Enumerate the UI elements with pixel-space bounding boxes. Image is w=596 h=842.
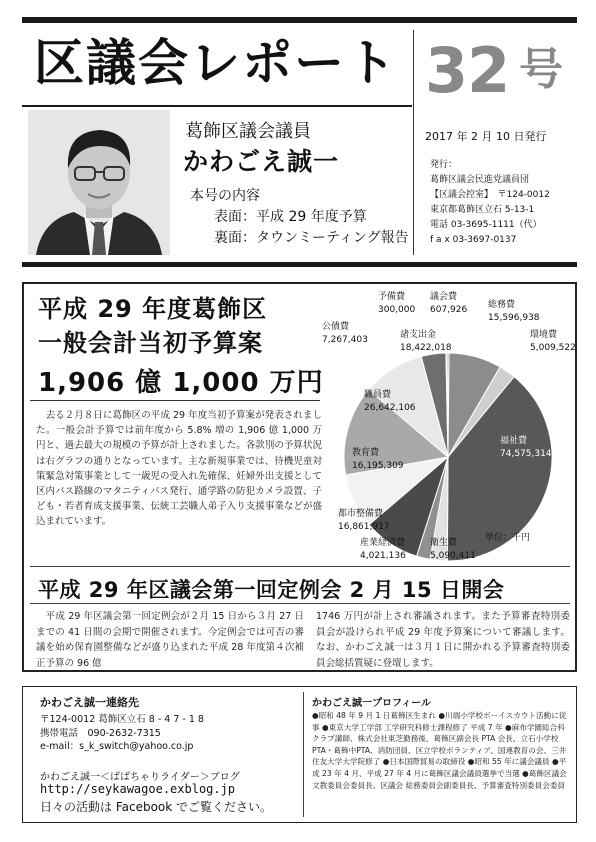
budget-title-line1: 平成 29 年度葛飾区 bbox=[38, 295, 268, 323]
pie-label-11: 公債費 bbox=[322, 322, 350, 332]
budget-title-rule bbox=[30, 400, 320, 401]
pie-value-11: 7,267,403 bbox=[322, 335, 368, 345]
pie-value-1: 607,926 bbox=[430, 305, 468, 315]
top-rule bbox=[22, 17, 577, 23]
facebook-note: 日々の活動は Facebook でご覧ください。 bbox=[40, 800, 273, 814]
pie-label-3: 環境費 bbox=[530, 330, 558, 340]
contact-lines bbox=[40, 713, 204, 754]
pie-label-9: 職員費 bbox=[364, 390, 392, 400]
session-body-col1: 平成 29 年区議会第一回定例会が２月 15 日から３月 27 日までの 41 日間の会期で開催されます。今定例会では可否の審議を始め保育園整備などが盛り込まれた平成 28 年度第４次補正予算の 96 億 bbox=[36, 611, 304, 669]
session-title: 平成 29 年区議会第一回定例会 2 月 15 日開会 bbox=[38, 578, 505, 602]
header-divider bbox=[413, 30, 414, 255]
budget-title-line3: 1,906 億 1,000 万円 bbox=[38, 368, 324, 398]
pie-label-12: 予備費 bbox=[378, 292, 406, 302]
session-bottom-rule bbox=[30, 603, 570, 604]
pie-label-7: 都市整備費 bbox=[338, 509, 384, 519]
pie-value-5: 5,090,411 bbox=[430, 551, 476, 561]
member-name: かわごえ誠一 bbox=[183, 147, 340, 176]
contact-mobile: 携帯電話 090-2632-7315 bbox=[40, 727, 161, 739]
portrait-photo bbox=[28, 110, 170, 255]
chart-unit-note: 単位：千円 bbox=[485, 533, 531, 543]
issue-suffix: 号 bbox=[519, 44, 563, 95]
pie-value-12: 300,000 bbox=[378, 305, 416, 315]
contents-label: 本号の内容 bbox=[190, 188, 260, 204]
pie-value-7: 16,861,917 bbox=[338, 522, 390, 532]
session-top-rule bbox=[30, 566, 570, 567]
profile-title: かわごえ誠一プロフィール bbox=[312, 698, 431, 709]
publisher-label: 発行： bbox=[430, 160, 458, 170]
pie-label-2: 総務費 bbox=[488, 300, 516, 310]
pie-value-9: 26,642,106 bbox=[364, 403, 416, 413]
pie-label-5: 衛生費 bbox=[430, 538, 458, 548]
pie-label-4: 福祉費 bbox=[500, 436, 528, 446]
blog-url-link[interactable]: http://seykawagoe.exblog.jp bbox=[40, 782, 236, 796]
contents-back: 裏面：タウンミーティング報告 bbox=[214, 230, 409, 246]
budget-pie-chart bbox=[318, 285, 576, 565]
pie-value-2: 15,596,938 bbox=[488, 313, 540, 323]
blog-label: かわごえ誠一＜ばばちゃりライダー＞ブログ bbox=[40, 772, 240, 783]
pie-label-8: 教育費 bbox=[352, 448, 380, 458]
contact-title: かわごえ誠一連絡先 bbox=[40, 696, 139, 709]
session-body-col2: 1746 万円が計上され審議されます。また予算審査特別委員会が設けられ平成 29 年度予算案について審議します。なお、かわごえ誠一は３月１日に開かれる予算審査特別委員会総括質疑に登壇します。 bbox=[316, 611, 570, 669]
member-role: 葛飾区議会議員 bbox=[185, 121, 311, 142]
portrait-icon bbox=[28, 110, 170, 255]
pie-value-3: 5,009,522 bbox=[530, 343, 576, 353]
section-rule bbox=[22, 262, 577, 267]
budget-title-line2: 一般会計当初予算案 bbox=[38, 329, 263, 357]
pie-value-10: 18,422,018 bbox=[400, 343, 452, 353]
publisher-address: 東京都葛飾区立石 5-13-1 bbox=[430, 205, 535, 215]
profile-body: ●昭和 48 年 9 月 1 日葛飾区生まれ ●川端小学校ボーイスカウト活動に従事 ●東京大学工学部 工学研究科修士課程修了 平成 7 年 ●麻布学園総合科クラブ講師、株式会社東芝勤務後、葛飾区副会長 PTA 会長、立石小学校PTA・葛飾中PTA、消防団員、区立学校ボランティア、国連教育の会、三井住友大学大学院修了 ●日本国際貿易の取締役 ●昭和 55 年に議会議員 ●平成 23 年 4 月、平成 27 年 4 月に葛飾区議会議員選挙で当選 ●葛飾区議会 文教委員会委員長、区議会 総務委員会副委員長、予算審査特別委員会委員 bbox=[312, 711, 567, 790]
pie-value-8: 16,195,309 bbox=[352, 461, 404, 471]
pie-value-4: 74,575,314 bbox=[500, 449, 552, 459]
contact-email[interactable]: e-mail：s_k_switch@yahoo.co.jp bbox=[40, 741, 194, 752]
publisher-info bbox=[430, 158, 550, 248]
publisher-phone: 電話 03-3695-1111（代） bbox=[430, 220, 542, 230]
bottom-divider bbox=[303, 692, 304, 817]
page-title: 区議会レポート bbox=[34, 34, 398, 92]
issue-number: 32 bbox=[425, 34, 510, 107]
contact-address: 〒124-0012 葛飾区立石 8 - 4 7 - 1 8 bbox=[40, 714, 204, 725]
publisher-office: 【区議会控室】 〒124-0012 bbox=[430, 190, 550, 200]
pie-value-6: 4,021,136 bbox=[360, 551, 406, 561]
pie-svg bbox=[318, 285, 576, 565]
publisher-group: 葛飾区議会民進党議員団 bbox=[430, 175, 530, 185]
pie-label-6: 産業経済費 bbox=[360, 538, 406, 548]
issue-date: 2017 年 2 月 10 日発行 bbox=[425, 130, 547, 143]
pie-label-1: 議会費 bbox=[430, 292, 458, 302]
pie-label-10: 諸支出金 bbox=[400, 330, 437, 340]
publisher-fax: f a x 03-3697-0137 bbox=[430, 235, 517, 245]
title-underline bbox=[22, 105, 412, 107]
contents-front: 表面：平成 29 年度予算 bbox=[214, 209, 367, 225]
budget-body: 去る２月８日に葛飾区の平成 29 年度当初予算案が発表されました。一般会計予算では前年度から 5.8% 増の 1,906 億 1,000 万円と、過去最大の規模の予算が計上されました。各款別の予算状況は右グラフの通りとなっています。主な新規事業では、待機児童対策緊急対策事業として一歳児の受入れ先確保、妊婦外出支援として区内バス路線のマタニティパス発行、通学路の防犯カメラ設置、子ども・若者育成支援事業、伝統工芸職人弟子入り支援事業などが盛込まれています。 bbox=[36, 410, 322, 528]
